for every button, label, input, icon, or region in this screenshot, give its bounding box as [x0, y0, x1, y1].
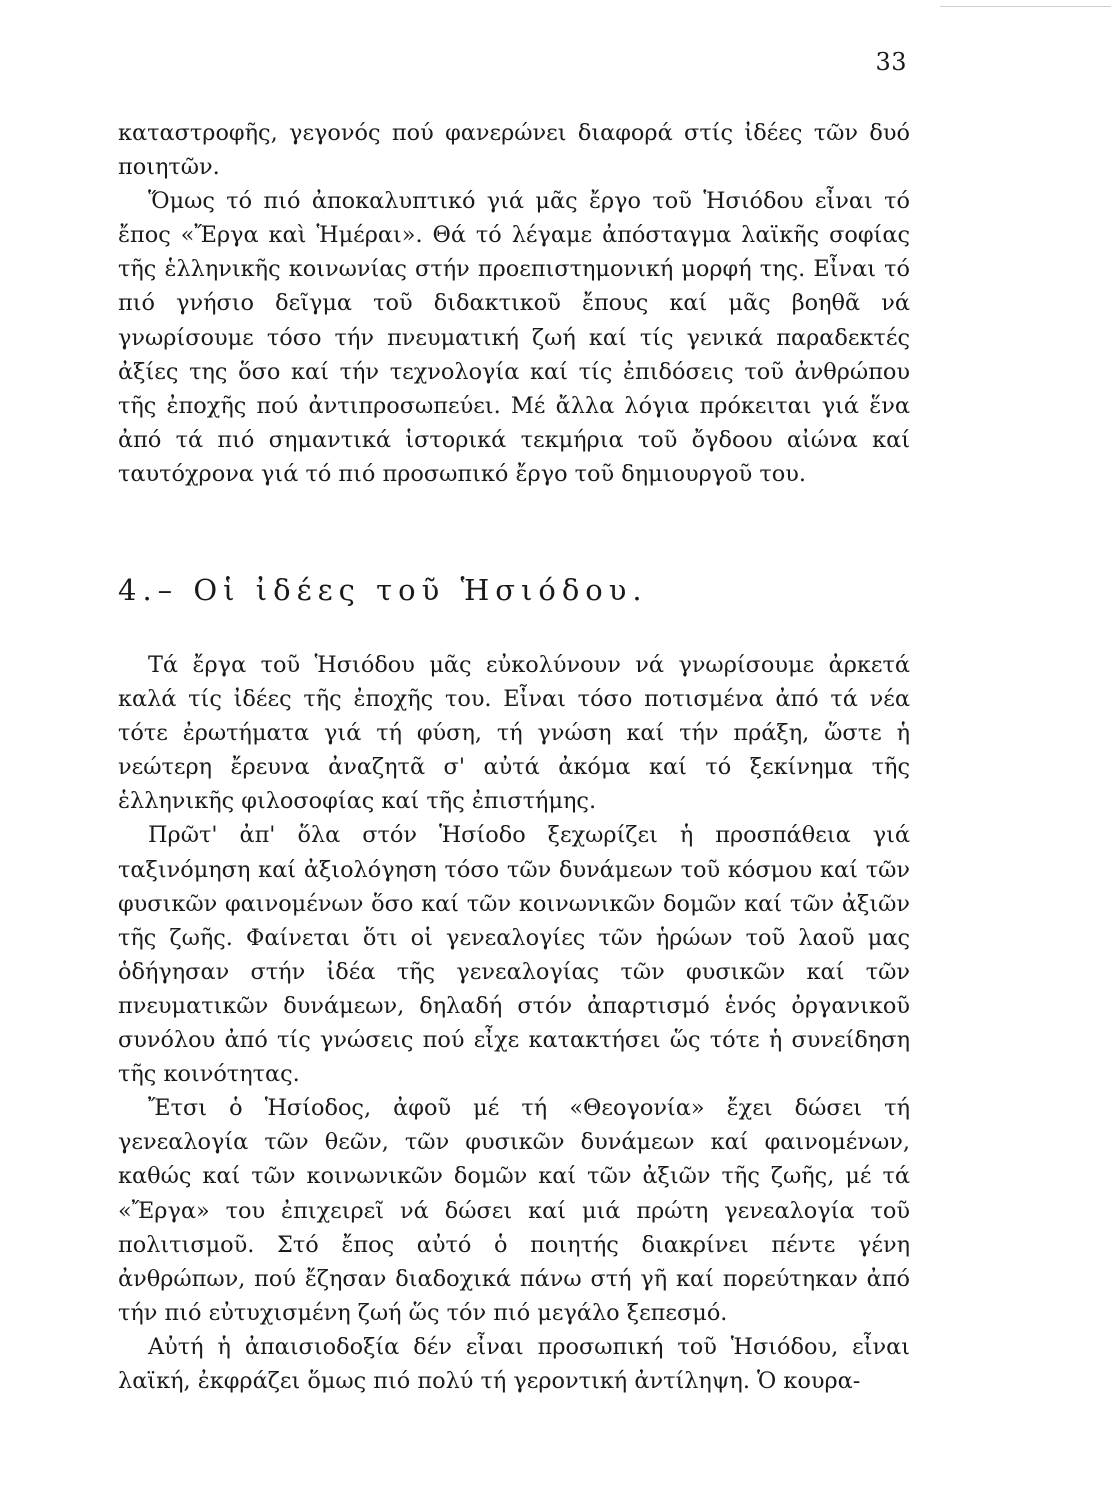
paragraph-five-races: Ἔτσι ὁ Ἡσίοδος, ἀφοῦ μέ τή «Θεογονία» ἔχει δώσει τή γενεαλογία τῶν θεῶν, τῶν φυσικῶν δυνάμεων καί φαινομένων, καθώς καί τῶν κοινωνικῶν δομῶν καί τῶν ἀξιῶν τῆς ζωῆς, μέ τά «Ἔργα» του ἐπιχειρεῖ νά δώσει καί μιά πρώτη γενεαλογία τοῦ πολιτισμοῦ. Στό ἔπος αὐτό ὁ ποιητής διακρίνει πέντε γένη ἀνθρώπων, πού ἔζησαν διαδοχικά πάνω στή γῆ καί πορεύτηκαν ἀπό τήν πιό εὐτυχισμένη ζωή ὥς τόν πιό μεγάλο ξεπεσμό.	[118, 1095, 910, 1326]
paragraph-ideas-of-era: Τά ἔργα τοῦ Ἡσιόδου μᾶς εὐκολύνουν νά γνωρίσουμε ἀρκετά καλά τίς ἰδέες τῆς ἐποχῆς του. Εἶναι τόσο ποτισμένα ἀπό τά νέα τότε ἐρωτήματα γιά τή φύση, τή γνώση καί τήν πράξη, ὥστε ἡ νεώτερη ἔρευνα ἀναζητᾶ σ' αὐτά ἀκόμα καί τό ξεκίνημα τῆς ἑλληνικῆς φιλοσοφίας καί τῆς ἐπιστήμης.	[118, 652, 910, 815]
section-heading: 4.– Οἱ ἰδέες τοῦ Ἡσιόδου.	[118, 573, 648, 607]
paragraph-pessimism: Αὐτή ἡ ἀπαισιοδοξία δέν εἶναι προσωπική τοῦ Ἡσιόδου, εἶναι λαϊκή, ἐκφράζει ὅμως πιό πολύ τή γεροντική ἀντίληψη. Ὁ κουρα-	[118, 1333, 910, 1394]
text-block-after-heading	[118, 648, 910, 1398]
text-block-before-heading	[118, 116, 910, 491]
paragraph-works-and-days: Ὅμως τό πιό ἀποκαλυπτικό γιά μᾶς ἔργο τοῦ Ἡσιόδου εἶναι τό ἔπος «Ἔργα καὶ Ἡμέραι». Θά τό λέγαμε ἀπόσταγμα λαϊκῆς σοφίας τῆς ἑλληνικῆς κοινωνίας στήν προεπιστημονική μορφή της. Εἶναι τό πιό γνήσιο δεῖγμα τοῦ διδακτικοῦ ἔπους καί μᾶς βοηθᾶ νά γνωρίσουμε τόσο τήν πνευματική ζωή καί τίς γενικά παραδεκτές ἀξίες της ὅσο καί τήν τεχνολογία καί τίς ἐπιδόσεις τοῦ ἀνθρώπου τῆς ἐποχῆς πού ἀντιπροσωπεύει. Μέ ἄλλα λόγια πρόκειται γιά ἕνα ἀπό τά πιό σημαντικά ἱστορικά τεκμήρια τοῦ ὄγδοου αἰώνα καί ταυτόχρονα γιά τό πιό προσωπικό ἔργο τοῦ δημιουργοῦ του.	[118, 188, 910, 487]
page-number: 33	[875, 48, 907, 76]
paragraph-classification: Πρῶτ' ἀπ' ὅλα στόν Ἡσίοδο ξεχωρίζει ἡ προσπάθεια γιά ταξινόμηση καί ἀξιολόγηση τόσο τῶν δυνάμεων τοῦ κόσμου καί τῶν φυσικῶν φαινομένων ὅσο καί τῶν κοινωνικῶν δομῶν καί τῶν ἀξιῶν τῆς ζωῆς. Φαίνεται ὅτι οἱ γενεαλογίες τῶν ἡρώων τοῦ λαοῦ μας ὁδήγησαν στήν ἰδέα τῆς γενεαλογίας τῶν φυσικῶν καί τῶν πνευματικῶν δυνάμεων, δηλαδή στόν ἀπαρτισμό ἑνός ὀργανικοῦ συνόλου ἀπό τίς γνώσεις πού εἶχε κατακτήσει ὥς τότε ἡ συνείδηση τῆς κοινότητας.	[118, 822, 910, 1088]
scan-edge-line	[940, 6, 1111, 7]
paragraph-continuation: καταστροφῆς, γεγονός πού φανερώνει διαφορά στίς ἰδέες τῶν δυό ποιητῶν.	[118, 120, 910, 181]
